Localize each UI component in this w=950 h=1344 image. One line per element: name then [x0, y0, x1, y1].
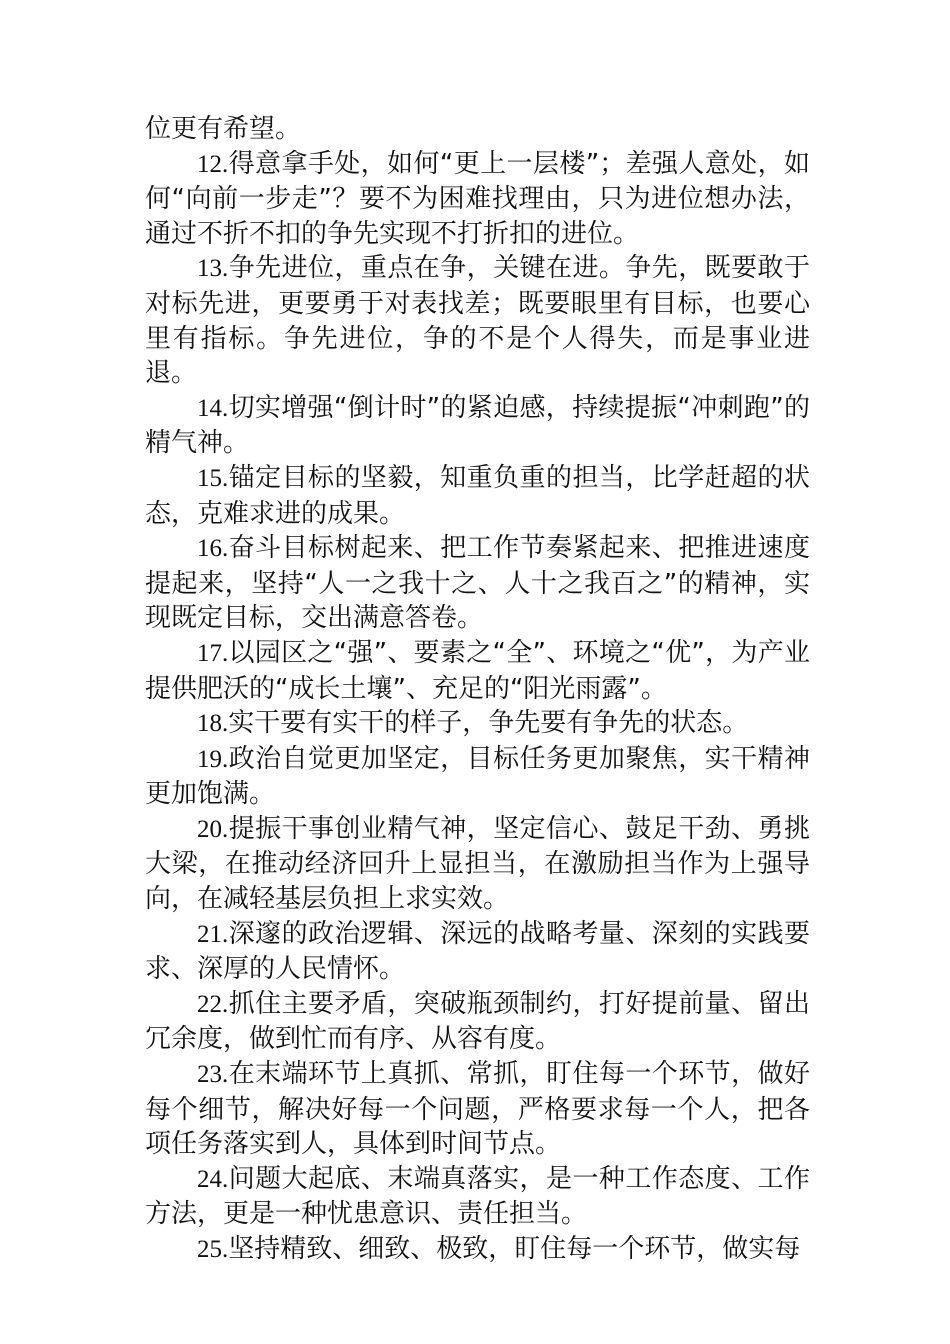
paragraph-number: 18. — [197, 710, 229, 738]
paragraph-text: 锚定目标的坚毅，知重负重的担当，比学赶超的状态，克难求进的成果。 — [145, 462, 810, 529]
paragraph-20 — [145, 812, 810, 917]
paragraph-17 — [145, 636, 810, 706]
paragraph-22 — [145, 987, 810, 1057]
paragraph-number: 25. — [197, 1236, 229, 1263]
continuation-paragraph — [145, 112, 810, 147]
paragraph-text: 切实增强“倒计时”的紧迫感，持续提振“冲刺跑”的精气神。 — [145, 392, 810, 459]
paragraph-16 — [145, 531, 810, 636]
paragraph-number: 13. — [197, 255, 229, 283]
paragraph-19 — [145, 742, 810, 812]
paragraph-14 — [145, 391, 810, 461]
paragraph-text: 得意拿手处，如何“更上一层楼”；差强人意处，如何“向前一步走”？要不为困难找理由，只为进位想办法，通过不折不扣的争先实现不打折扣的进位。 — [145, 148, 810, 249]
paragraph-text: 深邃的政治逻辑、深远的战略考量、深刻的实践要求、深厚的人民情怀。 — [145, 918, 810, 985]
paragraph-number: 12. — [197, 150, 229, 178]
paragraph-number: 21. — [197, 920, 229, 948]
paragraph-number: 24. — [197, 1165, 229, 1193]
paragraph-text: 在末端环节上真抓、常抓，盯住每一个环节，做好每个细节，解决好每一个问题，严格要求每一个人，把各项任务落实到人，具体到时间节点。 — [145, 1059, 810, 1160]
paragraph-15 — [145, 461, 810, 531]
paragraph-text: 以园区之“强”、要素之“全”、环境之“优”，为产业提供肥沃的“成长土壤”、充足的“阳光雨露”。 — [145, 637, 810, 704]
paragraph-text: 奋斗目标树起来、把工作节奏紧起来、把推进速度提起来，坚持“人一之我十之、人十之我百之”的精神，实现既定目标，交出满意答卷。 — [145, 533, 810, 634]
paragraph-number: 15. — [197, 464, 229, 492]
paragraph-text: 坚持精致、细致、极致，盯住每一个环节，做实每 — [228, 1234, 801, 1264]
paragraph-21 — [145, 917, 810, 987]
paragraph-number: 22. — [197, 990, 229, 1018]
paragraph-text: 位更有希望。 — [145, 114, 302, 144]
paragraph-text: 争先进位，重点在争，关键在进。争先，既要敢于对标先进，更要勇于对表找差；既要眼里有目标，也要心里有指标。争先进位，争的不是个人得失，而是事业进退。 — [145, 253, 810, 389]
paragraph-number: 17. — [197, 639, 229, 667]
paragraph-text: 问题大起底、末端真落实，是一种工作态度、工作方法，更是一种忧患意识、责任担当。 — [145, 1163, 810, 1230]
document-body — [145, 112, 810, 1268]
paragraph-text: 提振干事创业精气神，坚定信心、鼓足干劲、勇挑大梁，在推动经济回升上显担当，在激励担当作为上强导向，在减轻基层负担上求实效。 — [145, 813, 810, 915]
paragraph-24 — [145, 1162, 810, 1232]
paragraph-23 — [145, 1057, 810, 1162]
paragraph-number: 23. — [197, 1061, 229, 1089]
paragraph-number: 16. — [197, 535, 229, 563]
paragraph-text: 实干要有实干的样子，争先要有争先的状态。 — [228, 708, 749, 739]
paragraph-18 — [145, 706, 810, 742]
paragraph-number: 14. — [197, 394, 229, 422]
paragraph-12 — [145, 147, 810, 252]
paragraph-number: 19. — [197, 745, 229, 773]
paragraph-25 — [145, 1232, 810, 1268]
paragraph-text: 抓住主要矛盾，突破瓶颈制约，打好提前量、留出冗余度，做到忙而有序、从容有度。 — [145, 988, 810, 1055]
paragraph-text: 政治自觉更加坚定，目标任务更加聚焦，实干精神更加饱满。 — [145, 743, 810, 810]
paragraph-number: 20. — [197, 815, 229, 843]
paragraph-13 — [145, 251, 810, 390]
